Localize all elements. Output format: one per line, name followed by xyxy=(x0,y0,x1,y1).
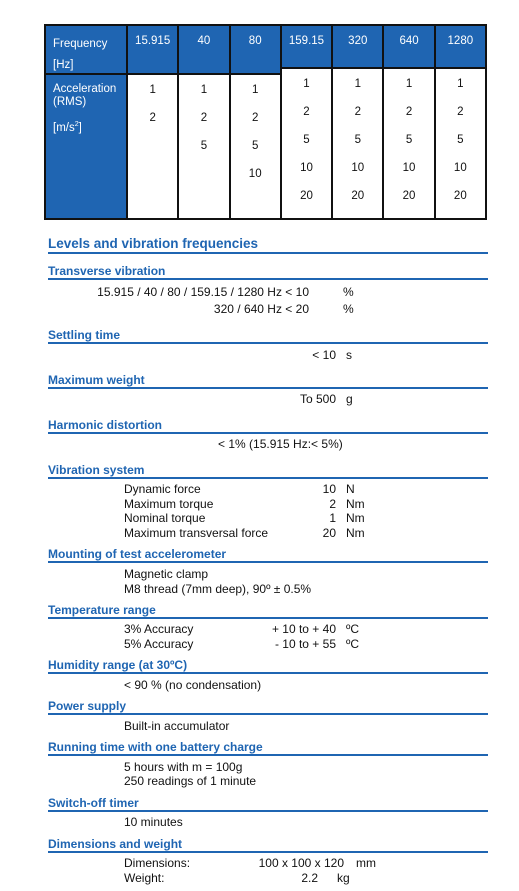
acceleration-value: 1 xyxy=(252,84,259,96)
acceleration-value: 1 xyxy=(149,84,156,96)
acceleration-value: 1 xyxy=(354,78,361,90)
frequency-header-cell xyxy=(46,26,126,75)
switch-off-timer-value: 10 minutes xyxy=(124,815,183,829)
running-time-line2: 250 readings of 1 minute xyxy=(124,774,257,788)
acceleration-value: 2 xyxy=(200,112,208,124)
acceleration-unit-close: ] xyxy=(78,121,82,134)
section-title-settling-time: Settling time xyxy=(48,328,488,344)
vibration-row-unit: Nm xyxy=(346,526,365,540)
frequency-column xyxy=(179,26,230,218)
frequency-column xyxy=(282,26,333,218)
section-title-switch-off-timer: Switch-off timer xyxy=(48,796,488,812)
acceleration-value: 1 xyxy=(200,84,208,96)
section-title-dimensions-weight: Dimensions and weight xyxy=(48,837,488,853)
vibration-row-unit: N xyxy=(346,482,355,496)
frequency-column xyxy=(436,26,485,218)
temperature-row-label: 5% Accuracy xyxy=(124,637,194,651)
acceleration-value: 5 xyxy=(252,140,259,152)
acceleration-unit-base: [m/s xyxy=(53,121,75,134)
transverse-line1-unit: % xyxy=(343,285,354,299)
acceleration-value: 10 xyxy=(351,162,365,174)
acceleration-value: 10 xyxy=(300,162,313,174)
dimensions-unit: mm xyxy=(356,856,376,870)
acceleration-values-cell xyxy=(333,69,382,218)
temperature-row-value: + 10 to + 40 xyxy=(271,622,336,636)
acceleration-value: 5 xyxy=(457,134,464,146)
acceleration-rms-label: (RMS) xyxy=(53,96,87,108)
maximum-weight-unit: g xyxy=(346,392,353,406)
acceleration-values-cell xyxy=(282,69,331,218)
frequency-column xyxy=(384,26,435,218)
vibration-row-unit: Nm xyxy=(346,497,365,511)
acceleration-value: 20 xyxy=(402,190,416,202)
acceleration-value: 20 xyxy=(351,190,365,202)
section-title-running-time: Running time with one battery charge xyxy=(48,740,488,756)
transverse-line2-value: 320 / 640 Hz < 20 xyxy=(213,302,309,316)
acceleration-value: 20 xyxy=(300,190,313,202)
acceleration-value: 2 xyxy=(303,106,310,118)
frequency-label: Frequency xyxy=(53,38,108,50)
maximum-weight-value: To 500 xyxy=(299,392,336,406)
frequency-column xyxy=(333,26,384,218)
running-time-line1: 5 hours with m = 100g xyxy=(124,760,243,774)
settling-time-value: < 10 xyxy=(312,348,336,362)
section-title-transverse-vibration: Transverse vibration xyxy=(48,264,488,280)
frequency-value: 80 xyxy=(231,26,280,75)
frequency-unit: [Hz] xyxy=(53,59,74,71)
transverse-line1-value: 15.915 / 40 / 80 / 159.15 / 1280 Hz < 10 xyxy=(97,285,309,299)
weight-unit: kg xyxy=(337,871,350,885)
acceleration-label: Acceleration xyxy=(53,83,117,95)
acceleration-values-cell xyxy=(179,75,228,218)
section-title-harmonic-distortion: Harmonic distortion xyxy=(48,418,488,434)
acceleration-unit xyxy=(53,118,126,135)
table-header-column xyxy=(46,26,128,218)
vibration-row-value: 1 xyxy=(329,511,336,525)
mounting-line2: M8 thread (7mm deep), 90º ± 0.5% xyxy=(124,582,312,596)
acceleration-value: 20 xyxy=(453,190,467,202)
acceleration-value: 2 xyxy=(149,112,156,124)
acceleration-value: 2 xyxy=(252,112,259,124)
vibration-row-value: 10 xyxy=(322,482,336,496)
acceleration-value: 10 xyxy=(402,162,416,174)
acceleration-value: 10 xyxy=(248,168,262,180)
acceleration-value: 10 xyxy=(453,162,467,174)
acceleration-header-cell xyxy=(46,75,126,218)
frequency-value: 159.15 xyxy=(282,26,331,69)
acceleration-value: 5 xyxy=(200,140,208,152)
section-title-temperature-range: Temperature range xyxy=(48,603,488,619)
acceleration-value: 2 xyxy=(354,106,361,118)
weight-label: Weight: xyxy=(124,871,165,885)
page-title: Levels and vibration frequencies xyxy=(48,236,488,254)
temperature-row-value: - 10 to + 55 xyxy=(274,637,336,651)
acceleration-value: 5 xyxy=(303,134,310,146)
frequency-column xyxy=(231,26,282,218)
section-title-maximum-weight: Maximum weight xyxy=(48,373,488,389)
acceleration-values-cell xyxy=(384,69,433,218)
section-title-humidity-range: Humidity range (at 30ºC) xyxy=(48,658,488,674)
vibration-row-label: Dynamic force xyxy=(124,482,201,496)
vibration-row-label: Nominal torque xyxy=(124,511,206,525)
frequency-value: 320 xyxy=(333,26,382,69)
section-title-power-supply: Power supply xyxy=(48,699,488,715)
acceleration-value: 5 xyxy=(354,134,361,146)
acceleration-values-cell xyxy=(128,75,177,218)
frequency-column xyxy=(128,26,179,218)
temperature-row-label: 3% Accuracy xyxy=(124,622,194,636)
acceleration-value: 2 xyxy=(457,106,464,118)
frequency-value: 40 xyxy=(179,26,228,75)
acceleration-values-cell xyxy=(436,69,485,218)
frequency-acceleration-table xyxy=(44,24,487,220)
mounting-line1: Magnetic clamp xyxy=(124,567,209,581)
temperature-row-unit: ºC xyxy=(346,622,360,636)
acceleration-value: 2 xyxy=(405,106,413,118)
frequency-value: 15.915 xyxy=(128,26,177,75)
section-title-vibration-system: Vibration system xyxy=(48,463,488,479)
acceleration-value: 5 xyxy=(405,134,413,146)
transverse-line2-unit: % xyxy=(343,302,354,316)
temperature-row-unit: ºC xyxy=(346,637,360,651)
frequency-value: 640 xyxy=(384,26,433,69)
harmonic-distortion-value: < 1% (15.915 Hz:< 5%) xyxy=(218,437,343,451)
vibration-row-value: 20 xyxy=(322,526,336,540)
humidity-value: < 90 % (no condensation) xyxy=(124,678,262,692)
settling-time-unit: s xyxy=(346,348,352,362)
power-supply-value: Built-in accumulator xyxy=(124,719,230,733)
acceleration-value: 1 xyxy=(405,78,413,90)
section-title-mounting: Mounting of test accelerometer xyxy=(48,547,488,563)
vibration-row-unit: Nm xyxy=(346,511,365,525)
vibration-row-label: Maximum transversal force xyxy=(124,526,269,540)
acceleration-unit-exponent: 2 xyxy=(74,121,79,128)
frequency-value: 1280 xyxy=(436,26,485,69)
weight-value: 2.2 xyxy=(301,871,318,885)
vibration-row-value: 2 xyxy=(329,497,336,511)
dimensions-label: Dimensions: xyxy=(124,856,191,870)
acceleration-value: 1 xyxy=(457,78,464,90)
dimensions-value: 100 x 100 x 120 xyxy=(258,856,344,870)
vibration-row-label: Maximum torque xyxy=(124,497,214,511)
acceleration-values-cell xyxy=(231,75,280,218)
acceleration-value: 1 xyxy=(303,78,310,90)
